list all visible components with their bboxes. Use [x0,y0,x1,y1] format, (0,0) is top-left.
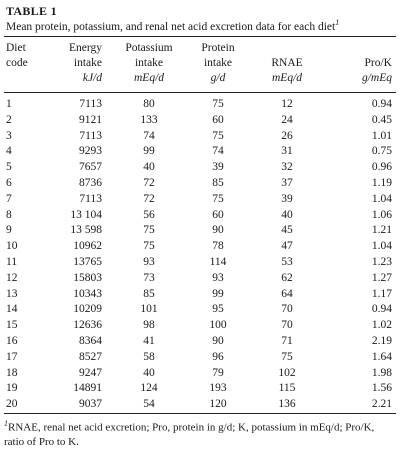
cell-diet-code: 16 [6,335,18,347]
header-pro-k-unit: g/mEq [361,72,392,84]
cell-rnae: 102 [278,366,296,379]
cell-energy-intake: 14891 [73,382,102,395]
header-energy-intake-line1: Energy [68,42,102,54]
cell-diet-code: 6 [6,177,12,189]
cell-protein-intake: 60 [212,208,224,221]
cell-energy-intake: 10343 [73,287,102,300]
cell-protein-intake: 114 [209,256,227,268]
cell-diet-code: 9 [6,224,12,237]
cell-protein-intake: 90 [212,335,224,347]
bottom-rule [4,413,396,414]
cell-protein-intake: 60 [212,113,224,126]
cell-pro-k: 1.02 [371,319,392,332]
cell-diet-code: 2 [6,113,12,126]
cell-pro-k: 1.19 [371,177,392,189]
cell-rnae: 31 [281,145,293,158]
cell-pro-k: 1.23 [371,256,392,268]
cell-potassium-intake: 98 [143,319,155,332]
cell-diet-code: 19 [6,382,18,395]
cell-energy-intake: 9247 [79,366,102,379]
header-diet-code-line2: code [6,57,28,69]
cell-protein-intake: 75 [212,98,224,110]
cell-rnae: 12 [281,98,293,110]
cell-pro-k: 1.01 [371,129,392,142]
cell-potassium-intake: 99 [143,145,155,158]
cell-protein-intake: 78 [212,240,224,253]
cell-potassium-intake: 101 [140,303,158,316]
table-caption [6,18,339,33]
cell-diet-code: 11 [6,256,18,268]
cell-potassium-intake: 73 [143,271,155,284]
cell-energy-intake: 7113 [79,129,102,142]
cell-energy-intake: 13765 [73,256,102,268]
cell-protein-intake: 96 [212,350,224,363]
cell-protein-intake: 85 [212,177,224,189]
caption-text: Mean protein, potassium, and renal net acid excretion data for each diet [6,20,336,33]
cell-energy-intake: 10962 [73,240,102,253]
cell-potassium-intake: 72 [143,177,155,189]
cell-protein-intake: 90 [212,224,224,237]
cell-pro-k: 1.04 [371,192,392,205]
cell-diet-code: 7 [6,192,12,205]
cell-pro-k: 1.06 [371,208,392,221]
cell-rnae: 53 [281,256,293,268]
header-potassium-intake-line1: Potassium [125,42,173,54]
cell-potassium-intake: 58 [143,350,155,363]
cell-pro-k: 2.19 [371,335,392,347]
cell-protein-intake: 100 [209,319,227,332]
cell-diet-code: 8 [6,208,12,221]
cell-energy-intake: 8736 [79,177,102,189]
table-label: TABLE 1 [6,4,57,18]
cell-rnae: 40 [281,208,293,221]
cell-rnae: 45 [281,224,293,237]
cell-energy-intake: 12636 [73,319,102,332]
cell-diet-code: 20 [6,398,18,411]
cell-potassium-intake: 93 [143,256,155,268]
cell-pro-k: 1.17 [371,287,392,300]
caption-footnote-mark: 1 [335,18,340,27]
cell-diet-code: 1 [6,98,12,110]
cell-energy-intake: 8364 [79,335,102,347]
cell-rnae: 64 [281,287,293,300]
cell-pro-k: 0.94 [371,98,392,110]
table-footnote [4,417,396,449]
cell-potassium-intake: 80 [143,98,155,110]
cell-potassium-intake: 75 [143,224,155,237]
cell-rnae: 62 [281,271,293,284]
cell-energy-intake: 7657 [79,161,102,174]
footnote-text: RNAE, renal net acid excretion; Pro, protein in g/d; K, potassium in mEq/d; Pro/K, ratio of Pro to K. [4,421,375,448]
cell-pro-k: 0.94 [371,303,392,316]
cell-diet-code: 14 [6,303,18,316]
cell-energy-intake: 13 104 [70,208,102,221]
cell-rnae: 70 [281,319,293,332]
cell-protein-intake: 99 [212,287,224,300]
cell-pro-k: 0.96 [371,161,392,174]
cell-diet-code: 15 [6,319,18,332]
cell-diet-code: 18 [6,366,18,379]
cell-potassium-intake: 40 [143,161,155,174]
cell-diet-code: 10 [6,240,18,253]
cell-rnae: 37 [281,177,293,189]
cell-rnae: 71 [281,335,293,347]
top-rule [4,36,396,37]
cell-protein-intake: 39 [212,161,224,174]
cell-pro-k: 2.21 [371,398,392,411]
cell-protein-intake: 95 [212,303,224,316]
cell-energy-intake: 13 598 [70,224,102,237]
cell-potassium-intake: 54 [143,398,155,411]
cell-rnae: 26 [281,129,293,142]
cell-potassium-intake: 72 [143,192,155,205]
cell-potassium-intake: 85 [143,287,155,300]
cell-potassium-intake: 74 [143,129,155,142]
cell-protein-intake: 74 [212,145,224,158]
cell-protein-intake: 93 [212,271,224,284]
cell-rnae: 39 [281,192,293,205]
header-diet-code-line1: Diet [6,42,26,54]
cell-energy-intake: 9037 [79,398,102,411]
header-protein-intake-line2: intake [203,57,233,69]
cell-protein-intake: 120 [209,398,227,411]
cell-potassium-intake: 124 [140,382,158,395]
cell-diet-code: 3 [6,129,12,142]
cell-protein-intake: 75 [212,192,224,205]
header-energy-intake-unit: kJ/d [82,72,102,84]
cell-rnae: 136 [278,398,296,411]
cell-diet-code: 12 [6,271,18,284]
header-rnae-unit: mEq/d [271,72,303,84]
cell-pro-k: 1.98 [371,366,392,379]
cell-energy-intake: 8527 [79,350,102,363]
cell-rnae: 24 [281,113,293,126]
cell-energy-intake: 7113 [79,192,102,205]
cell-potassium-intake: 41 [143,335,155,347]
cell-protein-intake: 75 [212,129,224,142]
header-potassium-intake-unit: mEq/d [133,72,165,84]
cell-potassium-intake: 56 [143,208,155,221]
cell-energy-intake: 10209 [73,303,102,316]
cell-energy-intake: 9121 [79,113,102,126]
cell-energy-intake: 7113 [79,98,102,110]
cell-pro-k: 1.64 [371,350,392,363]
cell-diet-code: 4 [6,145,12,158]
cell-pro-k: 1.27 [371,271,392,284]
cell-protein-intake: 79 [212,366,224,379]
cell-pro-k: 1.21 [371,224,392,237]
footnote-mark: 1 [4,419,8,428]
cell-rnae: 32 [281,161,293,174]
cell-protein-intake: 193 [209,382,227,395]
header-protein-intake-line1: Protein [201,42,235,54]
cell-pro-k: 1.04 [371,240,392,253]
cell-pro-k: 0.75 [371,145,392,158]
cell-potassium-intake: 133 [140,113,158,126]
cell-energy-intake: 15803 [73,271,102,284]
header-potassium-intake-line2: intake [134,57,164,69]
cell-pro-k: 1.56 [371,382,392,395]
cell-pro-k: 0.45 [371,113,392,126]
header-rule [4,92,396,93]
cell-rnae: 47 [281,240,293,253]
cell-rnae: 75 [281,350,293,363]
header-pro-k-line2: Pro/K [364,57,392,69]
cell-potassium-intake: 75 [143,240,155,253]
cell-diet-code: 5 [6,161,12,174]
header-rnae-line2: RNAE [271,57,303,69]
cell-energy-intake: 9293 [79,145,102,158]
cell-diet-code: 13 [6,287,18,300]
cell-potassium-intake: 40 [143,366,155,379]
cell-rnae: 70 [281,303,293,316]
header-protein-intake-unit: g/d [210,72,226,84]
cell-diet-code: 17 [6,350,18,363]
header-energy-intake-line2: intake [73,57,102,69]
cell-rnae: 115 [278,382,296,395]
